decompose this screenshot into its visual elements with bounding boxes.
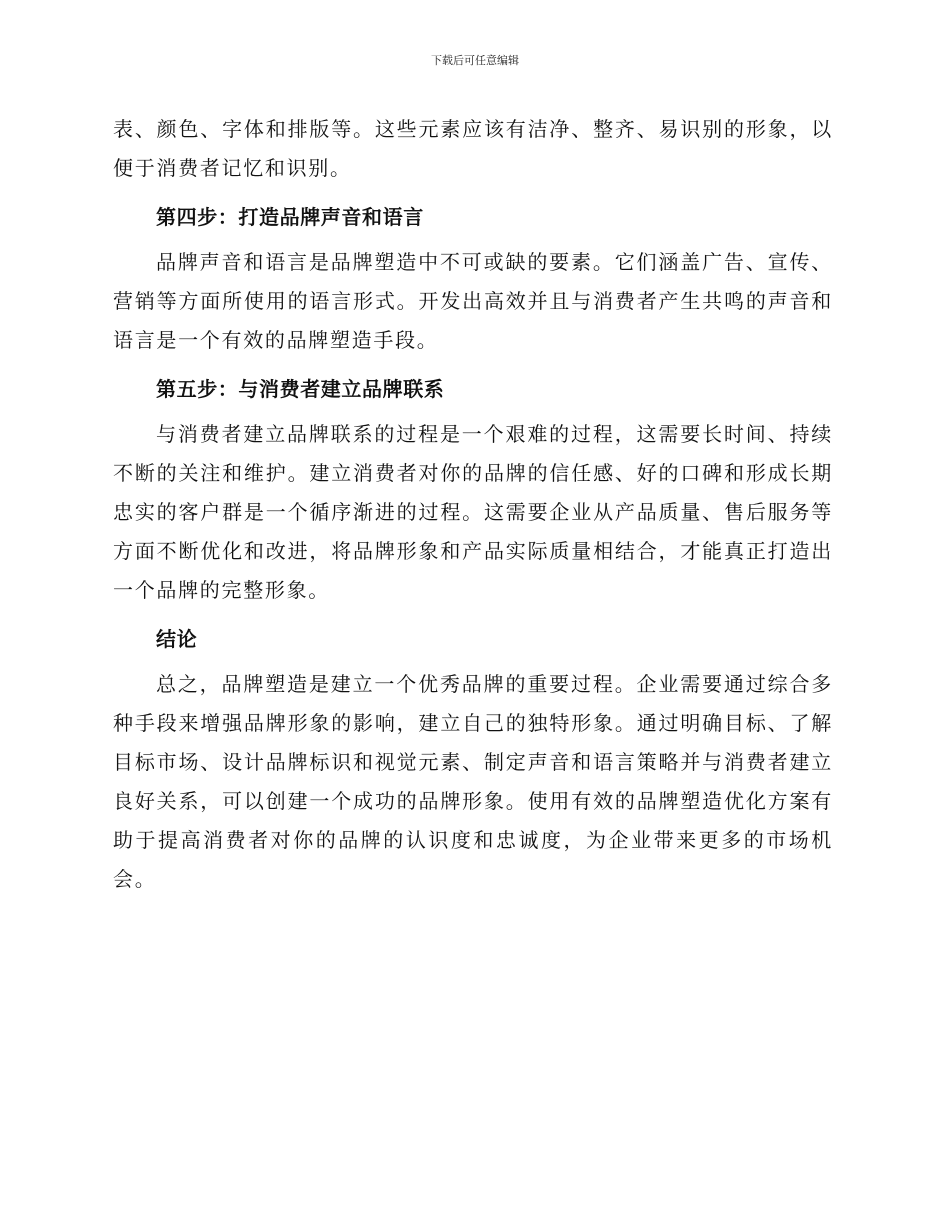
- section-heading-step-four: 第四步：打造品牌声音和语言: [156, 205, 424, 229]
- paragraph-conclusion: 总之，品牌塑造是建立一个优秀品牌的重要过程。企业需要通过综合多种手段来增强品牌形象的影响，建立自己的独特形象。通过明确目标、了解目标市场、设计品牌标识和视觉元素、制定声音和语言策略并与消费者建立良好关系，可以创建一个成功的品牌形象。使用有效的品牌塑造优化方案有助于提高消费者对你的品牌的认识度和忠诚度，为企业带来更多的市场机会。: [113, 672, 833, 891]
- paragraph-brand-voice: 品牌声音和语言是品牌塑造中不可或缺的要素。它们涵盖广告、宣传、营销等方面所使用的语言形式。开发出高效并且与消费者产生共鸣的声音和语言是一个有效的品牌塑造手段。: [113, 250, 833, 352]
- document-body: [113, 110, 833, 899]
- page-header: 下载后可任意编辑: [431, 54, 519, 67]
- paragraph-continued: 表、颜色、字体和排版等。这些元素应该有洁净、整齐、易识别的形象，以便于消费者记忆和识别。: [113, 117, 833, 180]
- paragraph-consumer-connection: 与消费者建立品牌联系的过程是一个艰难的过程，这需要长时间、持续不断的关注和维护。建立消费者对你的品牌的信任感、好的口碑和形成长期忠实的客户群是一个循序渐进的过程。这需要企业从产品质量、售后服务等方面不断优化和改进，将品牌形象和产品实际质量相结合，才能真正打造出一个品牌的完整形象。: [113, 422, 833, 602]
- section-heading-conclusion: 结论: [156, 627, 198, 651]
- section-heading-step-five: 第五步：与消费者建立品牌联系: [156, 377, 445, 401]
